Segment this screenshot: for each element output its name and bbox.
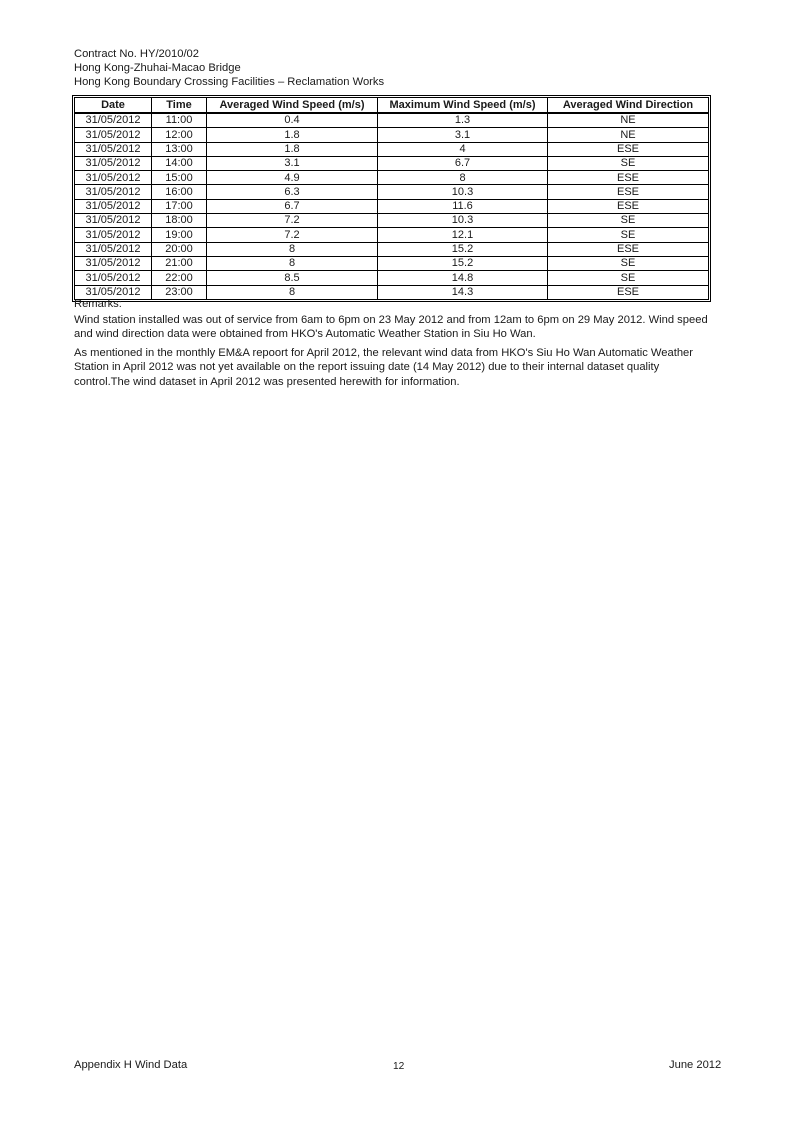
cell-direction: SE <box>548 228 709 242</box>
remarks-section <box>74 297 714 390</box>
table-row <box>75 228 709 242</box>
cell-time: 19:00 <box>152 228 207 242</box>
remarks-title: Remarks: <box>74 298 122 310</box>
document-header <box>74 47 384 90</box>
remarks-paragraph-2: As mentioned in the monthly EM&A repoort for April 2012, the relevant wind data from HKO's Siu Ho Wan Automatic Weather Station in April 2012 was not yet available on the report issuing date (14 May 2012) due to their internal dataset quality control.The wind dataset in April 2012 was presented herewith for information. <box>74 346 693 388</box>
cell-avg-speed: 1.8 <box>207 128 378 142</box>
cell-direction: ESE <box>548 142 709 156</box>
cell-direction: ESE <box>548 185 709 199</box>
cell-max-speed: 1.3 <box>378 113 548 128</box>
table-row <box>75 271 709 285</box>
cell-direction: SE <box>548 256 709 270</box>
cell-direction: NE <box>548 128 709 142</box>
cell-date: 31/05/2012 <box>75 185 152 199</box>
cell-max-speed: 4 <box>378 142 548 156</box>
cell-avg-speed: 0.4 <box>207 113 378 128</box>
cell-time: 17:00 <box>152 199 207 213</box>
cell-avg-speed: 6.3 <box>207 185 378 199</box>
project-name: Hong Kong-Zhuhai-Macao Bridge <box>74 62 241 75</box>
cell-avg-speed: 7.2 <box>207 228 378 242</box>
cell-date: 31/05/2012 <box>75 214 152 228</box>
column-header-avg-speed: Averaged Wind Speed (m/s) <box>207 98 378 114</box>
column-header-direction: Averaged Wind Direction <box>548 98 709 114</box>
cell-date: 31/05/2012 <box>75 228 152 242</box>
table-row <box>75 128 709 142</box>
cell-time: 11:00 <box>152 113 207 128</box>
cell-date: 31/05/2012 <box>75 156 152 170</box>
cell-time: 13:00 <box>152 142 207 156</box>
cell-direction: ESE <box>548 199 709 213</box>
footer-section-title: Appendix H Wind Data <box>74 1059 188 1071</box>
cell-max-speed: 14.3 <box>378 285 548 299</box>
table-row <box>75 156 709 170</box>
cell-date: 31/05/2012 <box>75 142 152 156</box>
cell-avg-speed: 1.8 <box>207 142 378 156</box>
cell-max-speed: 8 <box>378 171 548 185</box>
cell-time: 22:00 <box>152 271 207 285</box>
cell-avg-speed: 8 <box>207 285 378 299</box>
cell-max-speed: 14.8 <box>378 271 548 285</box>
table-header-row <box>75 98 709 114</box>
cell-time: 12:00 <box>152 128 207 142</box>
cell-date: 31/05/2012 <box>75 171 152 185</box>
remarks-paragraph-1: Wind station installed was out of service from 6am to 6pm on 23 May 2012 and from 12am to 6pm on 29 May 2012. Wind speed and wind direction data were obtained from HKO's Automatic Weather Station in Siu Ho Wan. <box>74 313 708 341</box>
cell-date: 31/05/2012 <box>75 113 152 128</box>
cell-max-speed: 12.1 <box>378 228 548 242</box>
cell-date: 31/05/2012 <box>75 242 152 256</box>
table-row <box>75 171 709 185</box>
cell-direction: NE <box>548 113 709 128</box>
cell-max-speed: 15.2 <box>378 256 548 270</box>
cell-date: 31/05/2012 <box>75 285 152 299</box>
cell-time: 14:00 <box>152 156 207 170</box>
cell-date: 31/05/2012 <box>75 256 152 270</box>
cell-avg-speed: 4.9 <box>207 171 378 185</box>
cell-time: 23:00 <box>152 285 207 299</box>
cell-time: 16:00 <box>152 185 207 199</box>
cell-time: 18:00 <box>152 214 207 228</box>
table-row <box>75 199 709 213</box>
cell-time: 21:00 <box>152 256 207 270</box>
cell-max-speed: 6.7 <box>378 156 548 170</box>
cell-time: 15:00 <box>152 171 207 185</box>
wind-data-table <box>74 97 709 300</box>
cell-direction: ESE <box>548 242 709 256</box>
cell-direction: ESE <box>548 171 709 185</box>
cell-max-speed: 11.6 <box>378 199 548 213</box>
cell-max-speed: 10.3 <box>378 185 548 199</box>
cell-avg-speed: 8 <box>207 256 378 270</box>
table-row <box>75 142 709 156</box>
table-row <box>75 113 709 128</box>
table-row <box>75 214 709 228</box>
footer-date: June 2012 <box>669 1059 722 1071</box>
cell-direction: SE <box>548 214 709 228</box>
column-header-time: Time <box>152 98 207 114</box>
cell-max-speed: 10.3 <box>378 214 548 228</box>
cell-max-speed: 15.2 <box>378 242 548 256</box>
cell-date: 31/05/2012 <box>75 199 152 213</box>
footer-page-number: 12 <box>393 1061 405 1072</box>
cell-time: 20:00 <box>152 242 207 256</box>
cell-avg-speed: 8.5 <box>207 271 378 285</box>
cell-avg-speed: 7.2 <box>207 214 378 228</box>
column-header-max-speed: Maximum Wind Speed (m/s) <box>378 98 548 114</box>
cell-date: 31/05/2012 <box>75 128 152 142</box>
table-row <box>75 185 709 199</box>
table-body <box>75 113 709 299</box>
cell-direction: ESE <box>548 285 709 299</box>
wind-data-table-frame <box>72 95 711 302</box>
table-row <box>75 256 709 270</box>
column-header-date: Date <box>75 98 152 114</box>
cell-avg-speed: 6.7 <box>207 199 378 213</box>
cell-max-speed: 3.1 <box>378 128 548 142</box>
table-row <box>75 242 709 256</box>
cell-avg-speed: 3.1 <box>207 156 378 170</box>
cell-direction: SE <box>548 156 709 170</box>
cell-avg-speed: 8 <box>207 242 378 256</box>
cell-direction: SE <box>548 271 709 285</box>
cell-date: 31/05/2012 <box>75 271 152 285</box>
contract-number: Contract No. HY/2010/02 <box>74 48 199 60</box>
project-subtitle: Hong Kong Boundary Crossing Facilities – Reclamation Works <box>74 76 385 89</box>
